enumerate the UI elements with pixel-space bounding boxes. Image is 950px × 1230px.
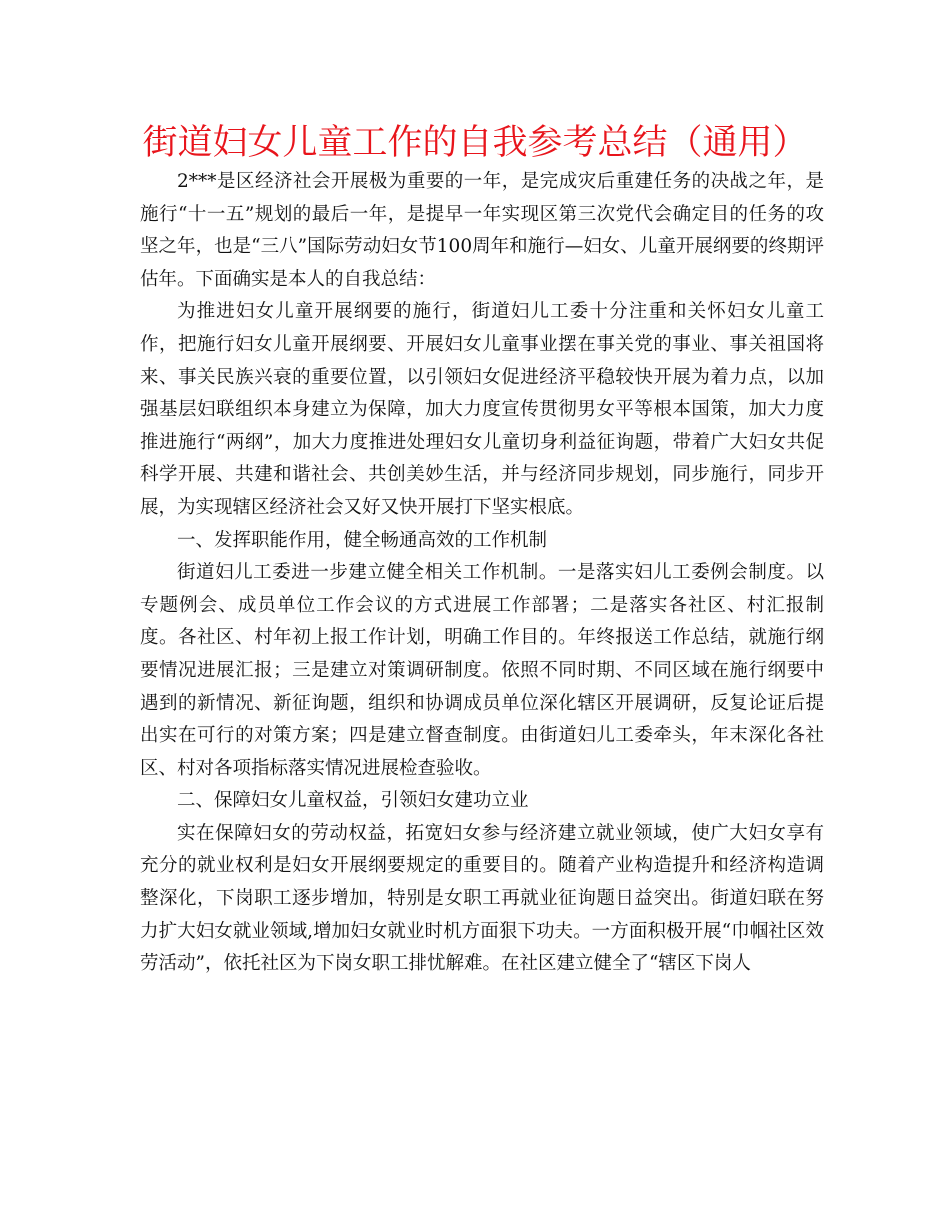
paragraph-section-1: 街道妇儿工委进一步建立健全相关工作机制。一是落实妇儿工委例会制度。以专题例会、成员单位工作会议的方式进展工作部署；二是落实各社区、村汇报制度。各社区、村年初上报工作计划，明确工作目的。年终报送工作总结，就施行纲要情况进展汇报；三是建立对策调研制度。依照不同时期、不同区域在施行纲要中遇到的新情况、新征询题，组织和协调成员单位深化辖区开展调研，反复论证后提出实在可行的对策方案；四是建立督查制度。由街道妇儿工委牵头，年末深化各社区、村对各项指标落实情况进展检查验收。: [140, 562, 824, 779]
paragraph-overview: 为推进妇女儿童开展纲要的施行，街道妇儿工委十分注重和关怀妇女儿童工作，把施行妇女儿童开展纲要、开展妇女儿童事业摆在事关党的事业、事关祖国将来、事关民族兴衰的重要位置，以引领妇女促进经济平稳较快开展为着力点，以加强基层妇联组织本身建立为保障，加大力度宣传贯彻男女平等根本国策，加大力度推进施行“两纲”，加大力度推进处理妇女儿童切身利益征询题，带着广大妇女共促科学开展、共建和谐社会、共创美妙生活，并与经济同步规划，同步施行，同步开展，为实现辖区经济社会又好又快开展打下坚实根底。: [140, 301, 824, 518]
section-heading-2: 二、保障妇女儿童权益，引领妇女建功立业: [177, 790, 529, 812]
document-title: 街道妇女儿童工作的自我参考总结（通用）: [142, 123, 808, 163]
section-heading-1: 一、发挥职能作用，健全畅通高效的工作机制: [177, 529, 548, 551]
document-body: [140, 166, 824, 981]
paragraph-intro: 2***是区经济社会开展极为重要的一年，是完成灾后重建任务的决战之年，是施行“十一五”规划的最后一年，是提早一年实现区第三次党代会确定目的任务的攻坚之年，也是“三八”国际劳动妇女节100周年和施行—妇女、儿童开展纲要的终期评估年。下面确实是本人的自我总结：: [140, 171, 824, 290]
paragraph-section-2: 实在保障妇女的劳动权益，拓宽妇女参与经济建立就业领域，使广大妇女享有充分的就业权利是妇女开展纲要规定的重要目的。随着产业构造提升和经济构造调整深化，下岗职工逐步增加，特别是女职工再就业征询题日益突出。街道妇联在努力扩大妇女就业领域,增加妇女就业时机方面狠下功夫。一方面积极开展“巾帼社区效劳活动”，依托社区为下岗女职工排忧解难。在社区建立健全了“辖区下岗人: [140, 822, 824, 975]
